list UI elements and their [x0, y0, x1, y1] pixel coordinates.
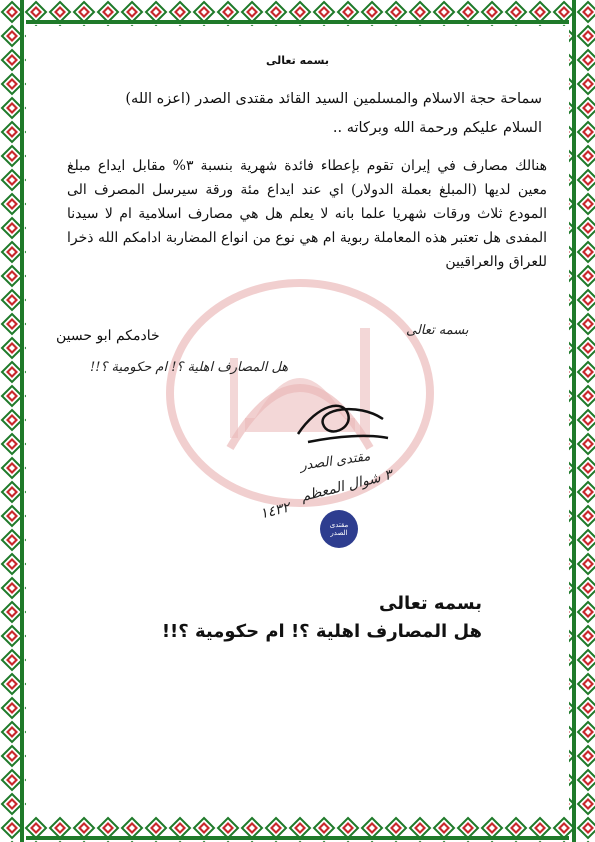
salutation-line: سماحة حجة الاسلام والمسلمين السيد القائد مقتدى الصدر (اعزه الله) — [125, 91, 542, 107]
handwritten-answer: هل المصارف اهلية ؟! ام حكومية ؟!! — [90, 360, 289, 375]
typed-answer-heading: بسمه تعالى — [379, 593, 482, 614]
sender-signoff: خادمكم ابو حسين — [56, 328, 160, 344]
letter-page — [30, 38, 565, 804]
signature-icon — [288, 394, 398, 454]
seal-text: مقتدى الصدر — [329, 521, 349, 537]
handwritten-year: ١٤٣٢ — [258, 499, 292, 523]
signature-name: مقتدى الصدر — [299, 449, 372, 474]
shrine-dome-watermark-icon — [150, 268, 450, 518]
handwritten-date: ٣ شوال المعظم — [299, 466, 394, 506]
greeting-line: السلام عليكم ورحمة الله وبركاته .. — [332, 120, 542, 136]
handwritten-heading: بسمه تعالى — [406, 323, 469, 338]
typed-answer: هل المصارف اهلية ؟! ام حكومية ؟!! — [161, 621, 482, 642]
seal-stamp-icon — [320, 510, 358, 548]
question-paragraph: هنالك مصارف في إيران تقوم بإعطاء فائدة شهرية بنسبة ٣% مقابل ايداع مبلغ معين لديها (المبلغ بعملة الدولار) اي عند ايداع مئة ورقة سيرسل المصرف الى المودع ثلاث ورقات شهريا علما بانه لا يعلم هل هي مصارف اسلامية ام لا سيدنا المفدى هل تعتبر هذه المعاملة ربوية ام هي نوع من انواع المضاربة ادامكم الله ذخرا للعراق والعراقيين — [67, 158, 547, 270]
letter-heading: بسمه تعالى — [266, 54, 329, 67]
